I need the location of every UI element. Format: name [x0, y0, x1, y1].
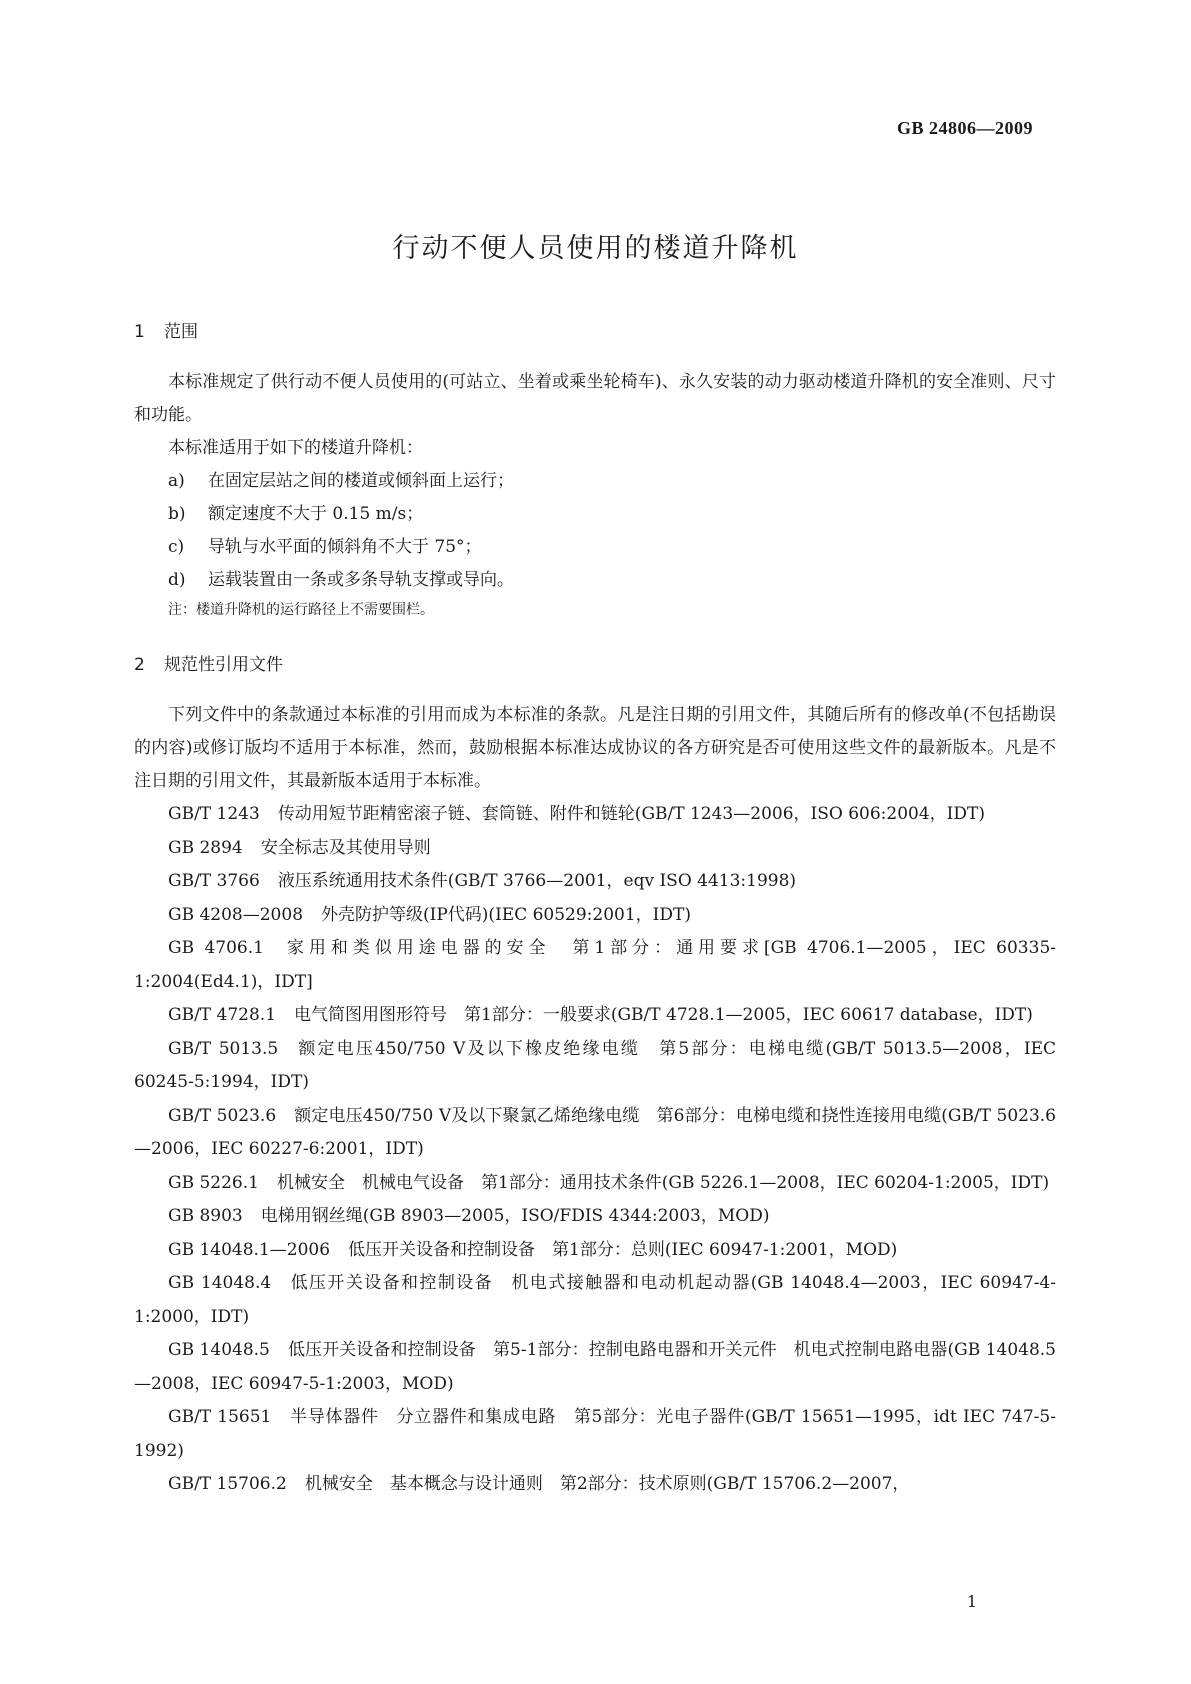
reference-entry — [134, 1167, 1056, 1201]
reference-code: GB/T 3766 — [168, 871, 260, 891]
reference-code: GB 14048.4 — [168, 1273, 272, 1293]
reference-title: 安全标志及其使用导则 — [260, 837, 431, 858]
reference-title: 半导体器件 分立器件和集成电路 第5部分：光电子器件(GB/T 15651—1995，idt IEC 747-5-1992) — [134, 1407, 1056, 1461]
reference-entry — [134, 1334, 1056, 1401]
scope-applicability: 本标准适用于如下的楼道升降机： — [168, 438, 423, 458]
reference-code: GB/T 15706.2 — [168, 1474, 287, 1494]
list-item — [168, 465, 1056, 498]
note: 注：楼道升降机的运行路径上不需要围栏。 — [168, 602, 434, 618]
reference-entry — [134, 832, 1056, 866]
reference-entry — [134, 1401, 1056, 1468]
reference-title: 低压开关设备和控制设备 机电式接触器和电动机起动器(GB 14048.4—2003，IEC 60947-4-1:2000，IDT) — [134, 1273, 1056, 1327]
section-title: 规范性引用文件 — [164, 655, 283, 675]
reference-entry — [134, 999, 1056, 1033]
reference-entry — [134, 1200, 1056, 1234]
list-text: 导轨与水平面的倾斜角不大于 75°； — [208, 537, 482, 557]
section-number: 2 — [134, 655, 145, 675]
list-text: 在固定层站之间的楼道或倾斜面上运行； — [208, 471, 514, 491]
reference-title: 电气简图用图形符号 第1部分：一般要求(GB/T 4728.1—2005，IEC 60617 database，IDT) — [294, 1005, 1033, 1025]
reference-entry — [134, 798, 1056, 832]
section-2-heading — [134, 653, 1056, 677]
reference-title: 额定电压450/750 V及以下聚氯乙烯绝缘电缆 第6部分：电梯电缆和挠性连接用电缆(GB/T 5023.6—2006，IEC 60227-6:2001，IDT) — [134, 1105, 1056, 1159]
reference-title: 家用和类似用途电器的安全 第1部分：通用要求[GB 4706.1—2005，IEC 60335-1:2004(Ed4.1)，IDT] — [134, 938, 1057, 992]
document-title: 行动不便人员使用的楼道升降机 — [392, 233, 799, 264]
reference-entry — [134, 1468, 1056, 1502]
reference-entry — [134, 1033, 1056, 1100]
reference-title: 传动用短节距精密滚子链、套筒链、附件和链轮(GB/T 1243—2006，ISO 606:2004，IDT) — [277, 804, 985, 824]
reference-title: 外壳防护等级(IP代码)(IEC 60529:2001，IDT) — [321, 904, 691, 925]
reference-code: GB 4208—2008 — [168, 904, 304, 925]
reference-title: 额定电压450/750 V及以下橡皮绝缘电缆 第5部分：电梯电缆(GB/T 5013.5—2008，IEC 60245-5:1994，IDT) — [134, 1038, 1056, 1092]
document-body — [134, 320, 1056, 1502]
list-marker: d) — [168, 570, 186, 590]
page-number: 1 — [966, 1592, 977, 1611]
reference-title: 低压开关设备和控制设备 第1部分：总则(IEC 60947-1:2001，MOD) — [348, 1239, 898, 1260]
reference-code: GB 14048.1—2006 — [168, 1239, 331, 1260]
reference-title: 低压开关设备和控制设备 第5-1部分：控制电路电器和开关元件 机电式控制电路电器(GB 14048.5—2008，IEC 60947-5-1:2003，MOD) — [134, 1340, 1056, 1394]
reference-code: GB 4706.1 — [168, 938, 264, 958]
reference-entry — [134, 1234, 1056, 1268]
reference-title: 机械安全 机械电气设备 第1部分：通用技术条件(GB 5226.1—2008，IEC 60204-1:2005，IDT) — [276, 1172, 1050, 1193]
list-item — [168, 498, 1056, 531]
list-marker: c) — [168, 537, 185, 557]
reference-entry — [134, 865, 1056, 899]
list-marker: a) — [168, 471, 185, 491]
section-2-body — [134, 699, 1056, 1502]
scope-paragraph: 本标准规定了供行动不便人员使用的(可站立、坐着或乘坐轮椅车)、永久安装的动力驱动楼道升降机的安全准则、尺寸和功能。 — [134, 372, 1056, 425]
reference-entry — [134, 1100, 1056, 1167]
list-text: 运载装置由一条或多条导轨支撑或导向。 — [208, 570, 514, 590]
reference-code: GB/T 15651 — [168, 1407, 272, 1427]
list-marker: b) — [168, 504, 186, 524]
reference-code: GB 2894 — [168, 837, 243, 858]
standard-code: GB 24806—2009 — [896, 118, 1033, 138]
reference-code: GB/T 4728.1 — [168, 1005, 277, 1025]
section-number: 1 — [134, 322, 145, 342]
reference-title: 液压系统通用技术条件(GB/T 3766—2001，eqv ISO 4413:1998) — [277, 871, 797, 891]
reference-entry — [134, 932, 1056, 999]
list-item — [168, 531, 1056, 564]
list-text: 额定速度不大于 0.15 m/s； — [208, 504, 424, 524]
reference-code: GB 14048.5 — [168, 1340, 270, 1360]
reference-code: GB/T 5023.6 — [168, 1105, 277, 1126]
reference-entry — [134, 899, 1056, 933]
references-intro: 下列文件中的条款通过本标准的引用而成为本标准的条款。凡是注日期的引用文件，其随后所有的修改单(不包括勘误的内容)或修订版均不适用于本标准，然而，鼓励根据本标准达成协议的各方研究是否可使用这些文件的最新版本。凡是不注日期的引用文件，其最新版本适用于本标准。 — [134, 705, 1056, 791]
reference-code: GB 8903 — [168, 1206, 243, 1226]
list-item — [168, 564, 1056, 597]
section-title: 范围 — [164, 322, 198, 342]
reference-code: GB/T 5013.5 — [168, 1038, 279, 1059]
section-1-body — [134, 366, 1056, 621]
reference-title: 电梯用钢丝绳(GB 8903—2005，ISO/FDIS 4344:2003，MOD) — [260, 1206, 770, 1226]
reference-title: 机械安全 基本概念与设计通则 第2部分：技术原则(GB/T 15706.2—2007， — [304, 1474, 910, 1494]
reference-code: GB 5226.1 — [168, 1172, 259, 1193]
reference-entry — [134, 1267, 1056, 1334]
reference-code: GB/T 1243 — [168, 804, 260, 824]
section-1-heading — [134, 320, 1056, 344]
